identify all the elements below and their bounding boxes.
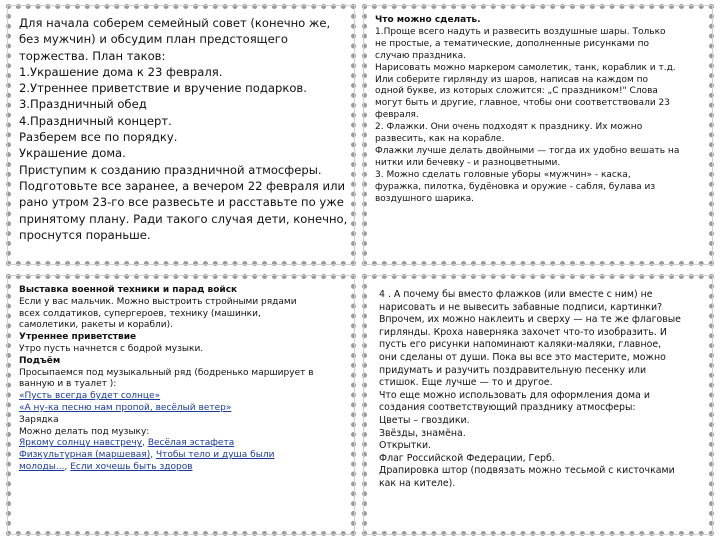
- signs-and-decor-panel: [362, 274, 714, 536]
- text-line: Флажки лучше делать двойными — тогда их удобно вешать на: [375, 145, 680, 156]
- plan-item: 1.Украшение дома к 23 февраля.: [19, 64, 223, 79]
- text-line: могут быть и другие, главное, чтобы они соответствовали 23: [375, 98, 670, 109]
- text-line: 4 . А почему бы вместо флажков (или вместе с ним) не: [379, 289, 653, 300]
- section-heading: Украшение дома.: [19, 146, 126, 161]
- greeting-heading: Утреннее приветствие: [19, 332, 137, 343]
- music-link-line: [19, 462, 343, 474]
- list-item: Флаг Российской Федерации, Герб.: [379, 452, 555, 464]
- plan-panel: [6, 4, 356, 266]
- text-line: они сделаны от души. Пока вы все это мастерите, можно: [379, 351, 666, 363]
- text-line: ванную и в туалет ):: [19, 379, 117, 390]
- plan-item: 2.Утреннее приветствие и вручение подарков.: [19, 81, 307, 96]
- music-link[interactable]: Физкультурная (маршевая): [19, 450, 151, 461]
- list-item: Драпировка штор (подвязать можно тесьмой с кисточками: [379, 465, 675, 477]
- music-link[interactable]: молоды...: [19, 461, 65, 472]
- text-line: создания соответствующий празднику атмосферы:: [379, 402, 636, 414]
- text-line: фуражка, пилотка, будёновка и оружие - сабля, булава из: [375, 181, 656, 192]
- text-line: февраля.: [375, 110, 419, 121]
- music-link[interactable]: Яркому солнцу навстречу: [19, 438, 143, 449]
- text-line: Утро пусть начнется с бодрой музыки.: [19, 343, 204, 354]
- text-line: Приступим к созданию праздничной атмосферы.: [19, 162, 322, 177]
- text-line: Или соберите гирлянду из шаров, написав на каждом по: [375, 74, 649, 85]
- exercise-heading: Зарядка: [19, 414, 59, 425]
- list-item: Цветы – гвоздики.: [379, 414, 470, 426]
- text-line: Подготовьте все заранее, а вечером 22 февраля или: [19, 178, 346, 193]
- song-link[interactable]: «А ну-ка песню нам пропой, весёлый ветер»: [19, 402, 232, 413]
- text-line: пусть его рисунки напоминают каляки-маляки, главное,: [379, 339, 662, 351]
- link-separator: ,: [64, 461, 68, 472]
- link-separator: ,: [142, 438, 145, 449]
- list-item: Открытки.: [379, 440, 432, 452]
- wakeup-heading: Подъём: [19, 355, 61, 366]
- text-line: нарисовать и не вывесить забавные подписи, картинки?: [379, 301, 663, 313]
- text-line: Если у вас мальчик. Можно выстроить стройными рядами: [19, 296, 297, 307]
- music-link[interactable]: Если хочешь быть здоров: [70, 461, 193, 472]
- text-line: нитки или бечевку - и разноцветными.: [375, 157, 561, 168]
- plan-item: 4.Праздничный концерт.: [19, 113, 172, 128]
- text-line: проснутся пораньше.: [19, 227, 151, 242]
- song-link-line: [19, 403, 343, 415]
- text-line: одной букве, из которых сложится: „С праздником!" Слова: [375, 86, 658, 97]
- text-line: случаю праздника.: [375, 50, 466, 61]
- text-line: всех солдатиков, супергероев, технику (машинки,: [19, 308, 261, 319]
- music-link[interactable]: Чтобы тело и душа были: [155, 450, 275, 461]
- text-line: Просыпаемся под музыкальный ряд (бодренько марширует в: [19, 367, 314, 378]
- text-line: Нарисовать можно маркером самолетик, танк, кораблик и т.д.: [375, 62, 676, 73]
- list-item: как на кителе).: [379, 477, 456, 489]
- text-line: без мужчин) и обсудим план предстоящего: [19, 32, 288, 47]
- plan-item: 3.Праздничный обед: [19, 97, 147, 112]
- song-link[interactable]: «Пусть всегда будет солнце»: [19, 391, 161, 402]
- parade-panel: [6, 274, 356, 536]
- song-link-line: [19, 391, 343, 403]
- text-line: Разберем все по порядку.: [19, 130, 178, 145]
- list-item: Звёзды, знамёна.: [379, 427, 466, 439]
- text-line: Можно делать под музыку:: [19, 426, 150, 437]
- text-line: 3. Можно сделать головные уборы «мужчин» - каска,: [375, 169, 631, 180]
- text-line: Что еще можно использовать для оформления дома и: [379, 389, 650, 401]
- music-link-line: [19, 450, 343, 462]
- text-line: стишок. Еще лучше — то и другое.: [379, 377, 553, 389]
- text-line: 2. Флажки. Они очень подходят к празднику. Их можно: [375, 122, 643, 133]
- text-line: развесить, как на корабле.: [375, 134, 505, 145]
- text-line: воздушного шарика.: [375, 193, 474, 204]
- link-separator: ,: [150, 450, 154, 461]
- text-line: не простые, а тематические, дополненные рисунками по: [375, 38, 649, 49]
- panel-title: Что можно сделать.: [375, 15, 481, 25]
- text-line: 1.Проще всего надуть и развесить воздушные шары. Только: [375, 26, 666, 37]
- music-link[interactable]: Весёлая эстафета: [147, 438, 235, 449]
- text-line: придумать и разучить поздравительную песенку или: [379, 364, 647, 376]
- text-line: гирлянды. Кроха наверняка захочет что-то изобразить. И: [379, 326, 667, 338]
- music-link-line: [19, 438, 343, 450]
- decoration-ideas-panel: [362, 4, 714, 266]
- text-line: рано утром 23-го все развесьте и расставьте по уже: [19, 195, 344, 210]
- panel-title: Выставка военной техники и парад войск: [19, 285, 238, 295]
- text-line: Для начала соберем семейный совет (конечно же,: [19, 16, 331, 30]
- text-line: самолетики, ракеты и корабли).: [19, 320, 173, 331]
- text-line: торжества. План таков:: [19, 48, 166, 63]
- text-line: Впрочем, их можно наклеить и сверху — на те же флаговые: [379, 314, 681, 326]
- text-line: принятому плану. Ради такого случая дети, конечно,: [19, 211, 348, 226]
